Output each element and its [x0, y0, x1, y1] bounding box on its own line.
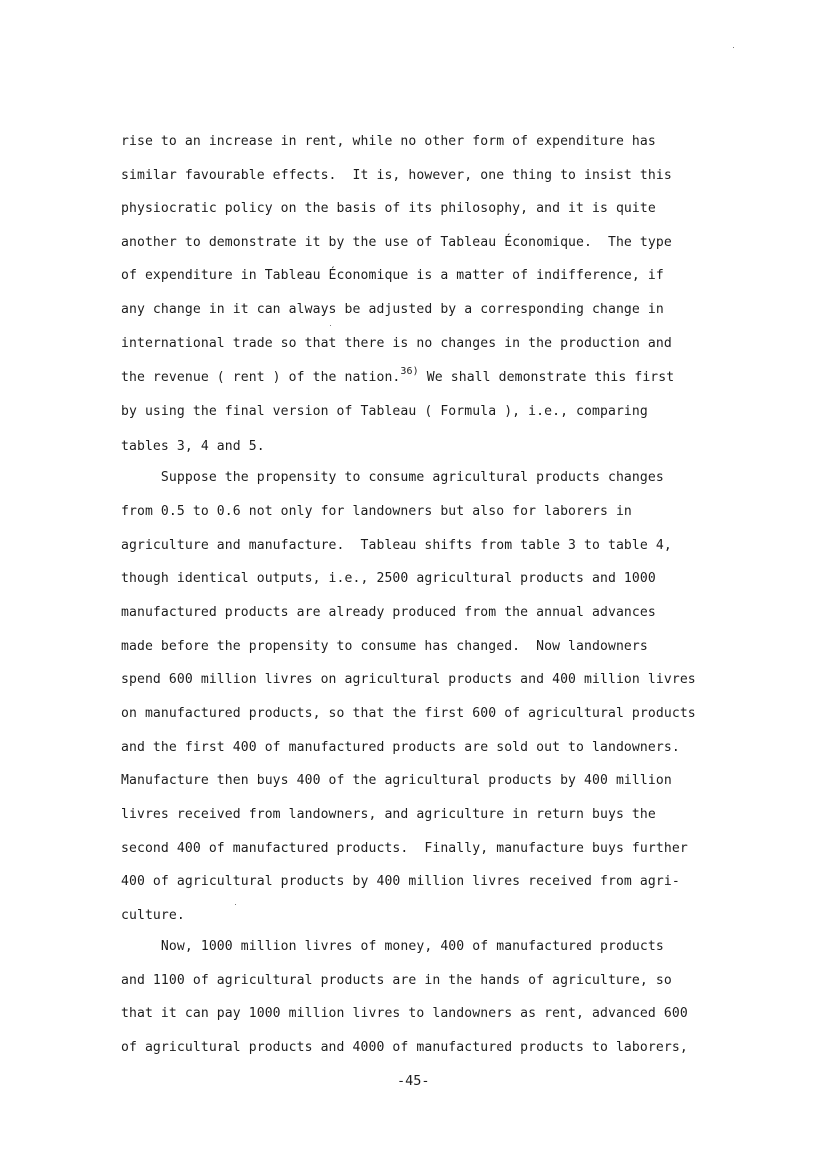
text-line: on manufactured products, so that the first 600 of agricultural products	[121, 706, 696, 721]
text-line: rise to an increase in rent, while no other form of expenditure has	[121, 134, 656, 149]
text-line	[121, 366, 675, 387]
text-line: Suppose the propensity to consume agricultural products changes	[121, 470, 664, 485]
text-line: culture.	[121, 908, 185, 923]
text-line: second 400 of manufactured products. Finally, manufacture buys further	[121, 841, 688, 856]
footnote-marker: 36)	[400, 366, 419, 377]
text-line: of agricultural products and 4000 of manufactured products to laborers,	[121, 1040, 688, 1055]
page-number: -45-	[397, 1073, 430, 1089]
text-line: and the first 400 of manufactured products are sold out to landowners.	[121, 740, 680, 755]
scan-speck	[330, 325, 331, 326]
text-line: 400 of agricultural products by 400 million livres received from agri-	[121, 874, 680, 889]
text-line: spend 600 million livres on agricultural products and 400 million livres	[121, 672, 696, 687]
text-line: agriculture and manufacture. Tableau shifts from table 3 to table 4,	[121, 538, 672, 553]
text-line: international trade so that there is no changes in the production and	[121, 336, 672, 351]
text-line: manufactured products are already produced from the annual advances	[121, 605, 656, 620]
text-line: by using the final version of Tableau ( Formula ), i.e., comparing	[121, 404, 648, 419]
text-line: though identical outputs, i.e., 2500 agricultural products and 1000	[121, 571, 656, 586]
text-line: from 0.5 to 0.6 not only for landowners but also for laborers in	[121, 504, 632, 519]
text-line: another to demonstrate it by the use of Tableau Économique. The type	[121, 235, 672, 250]
text-line: and 1100 of agricultural products are in the hands of agriculture, so	[121, 973, 672, 988]
scan-speck	[733, 47, 734, 48]
text-line: livres received from landowners, and agriculture in return buys the	[121, 807, 656, 822]
text-line: Manufacture then buys 400 of the agricultural products by 400 million	[121, 773, 672, 788]
text-segment: We shall demonstrate this first	[418, 370, 675, 385]
text-line: of expenditure in Tableau Économique is a matter of indifference, if	[121, 268, 664, 283]
text-line: made before the propensity to consume has changed. Now landowners	[121, 639, 648, 654]
scan-speck	[235, 904, 236, 905]
text-line: Now, 1000 million livres of money, 400 of manufactured products	[121, 939, 664, 954]
text-segment: the revenue ( rent ) of the nation.	[121, 370, 401, 385]
text-line: that it can pay 1000 million livres to landowners as rent, advanced 600	[121, 1006, 688, 1021]
text-line: any change in it can always be adjusted by a corresponding change in	[121, 302, 664, 317]
text-line: similar favourable effects. It is, however, one thing to insist this	[121, 168, 672, 183]
text-line: tables 3, 4 and 5.	[121, 439, 265, 454]
text-line: physiocratic policy on the basis of its philosophy, and it is quite	[121, 201, 656, 216]
